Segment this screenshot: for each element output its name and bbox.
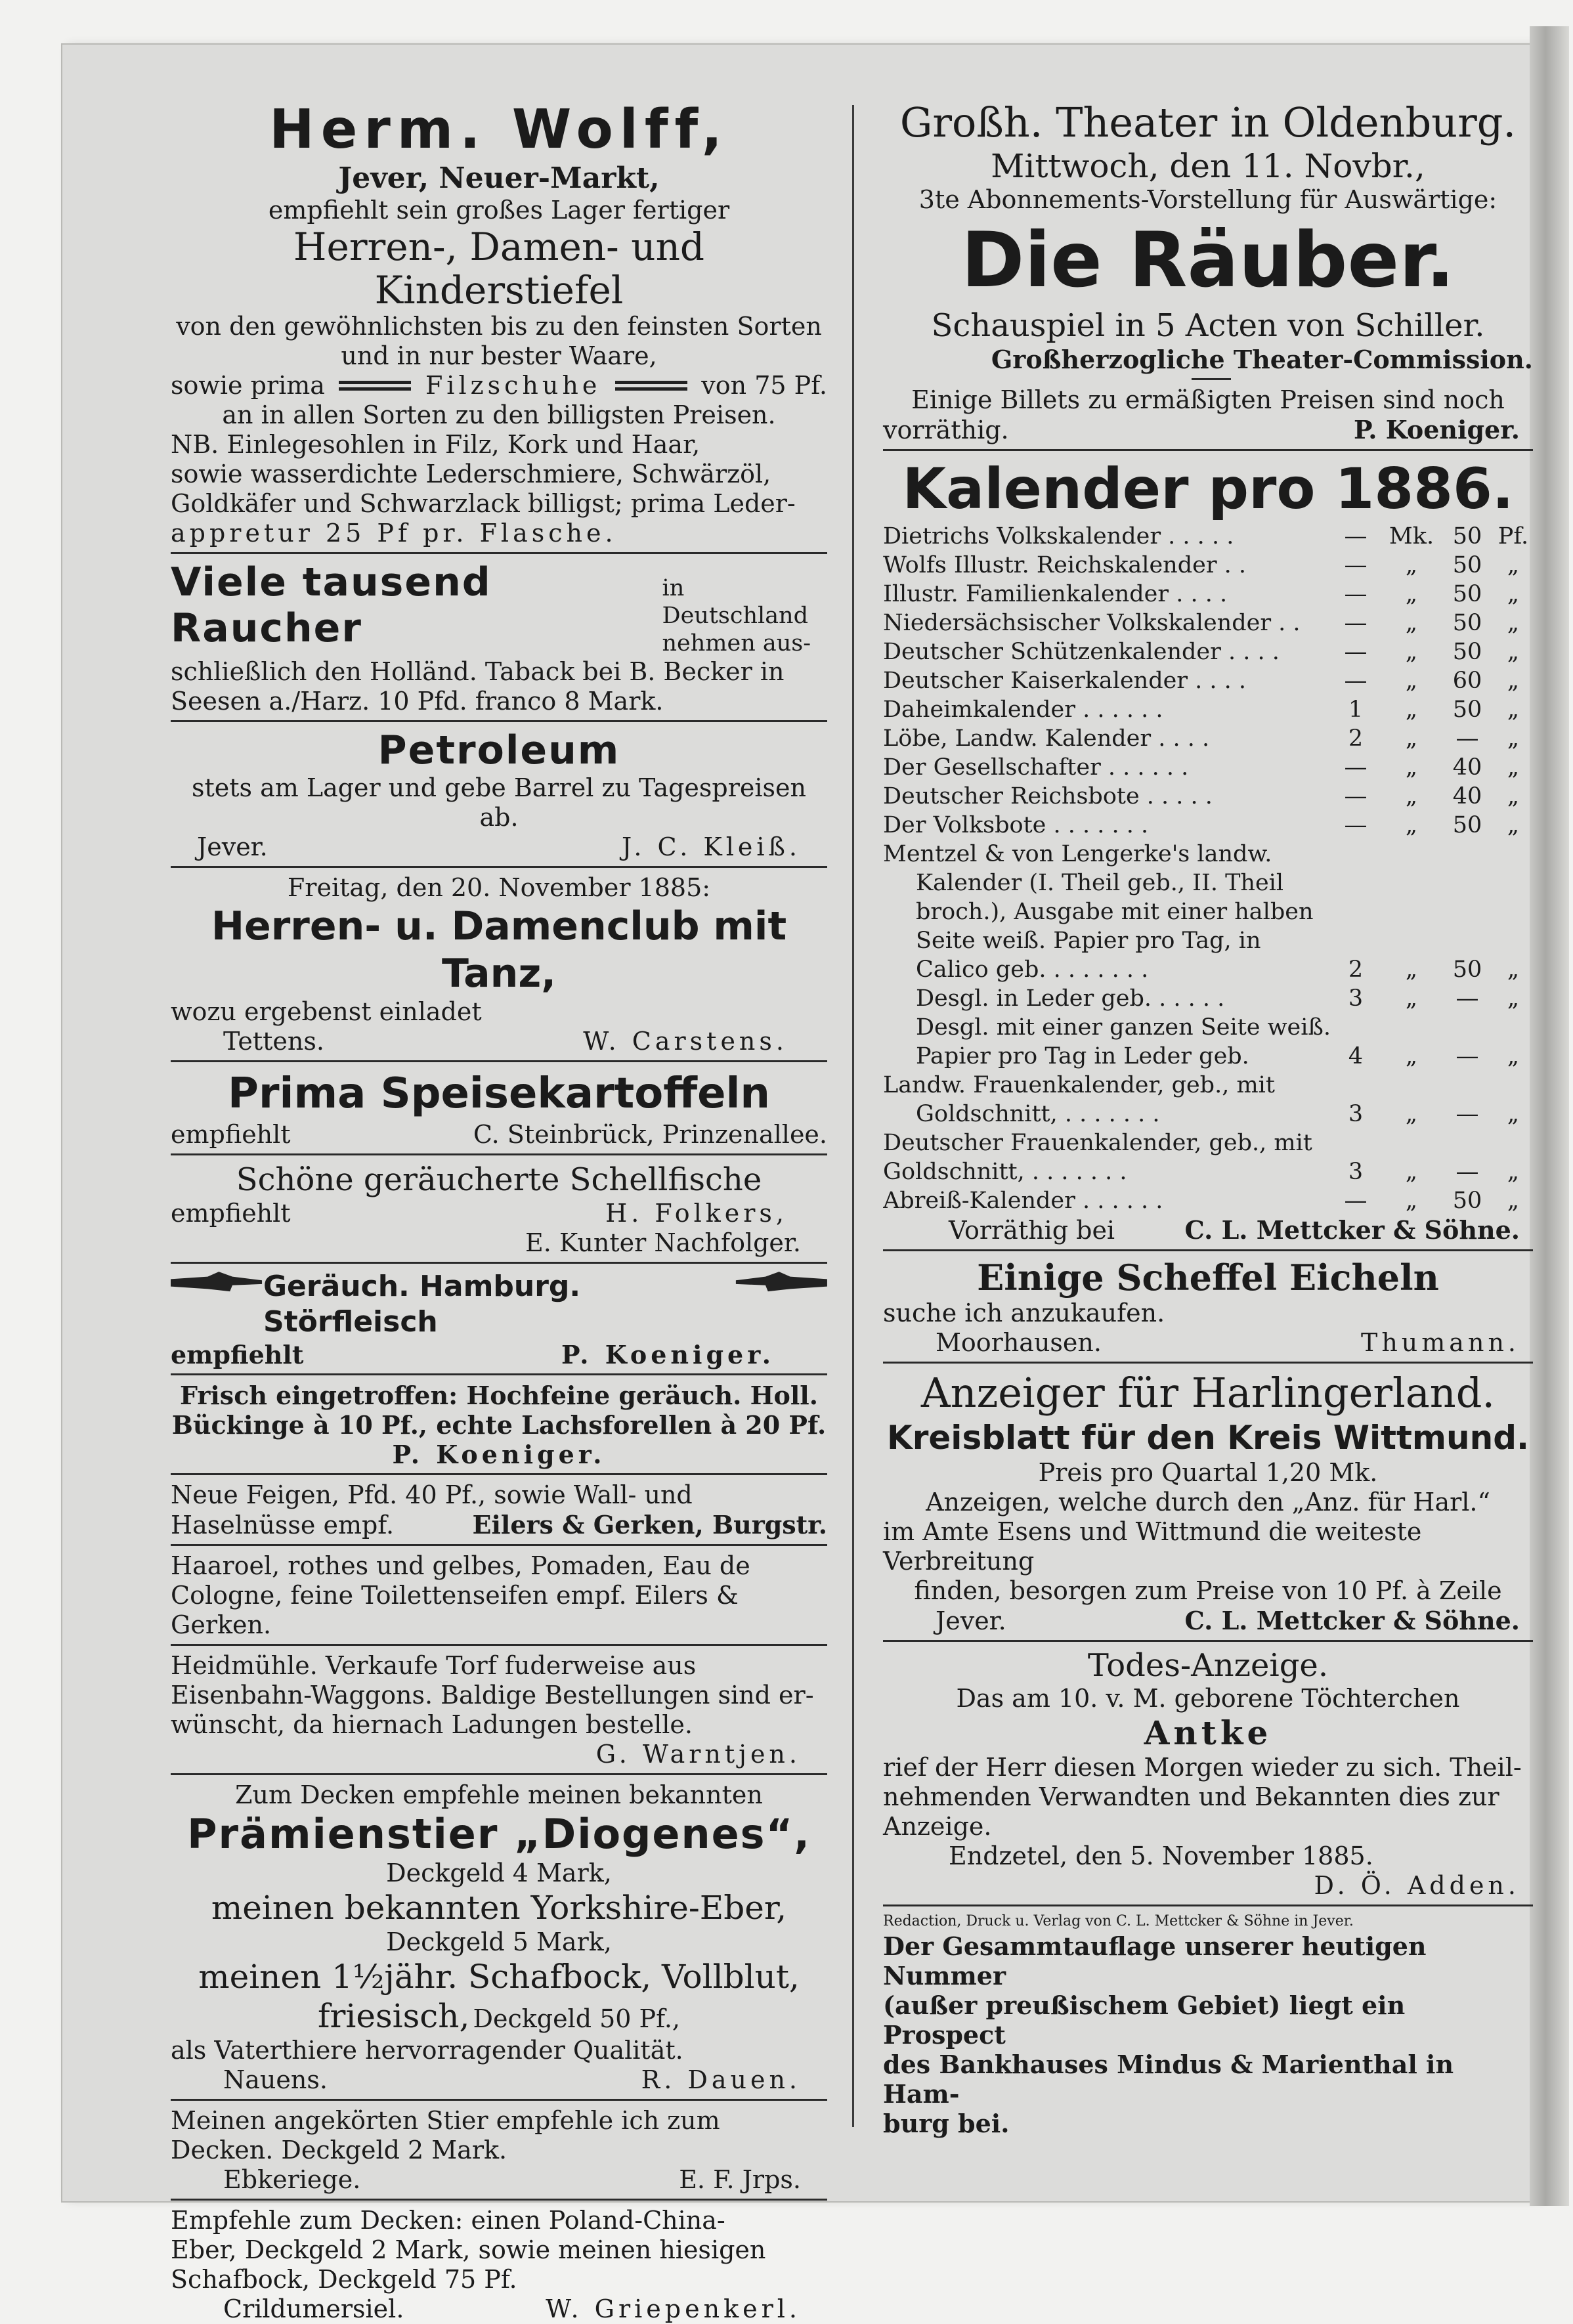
calendar-pf: — [1455,985,1479,1012]
ad-separator [883,1640,1533,1642]
calendar-pf: 50 [1452,697,1482,723]
ad-line: im Amte Esens und Wittmund die weiteste Verbreitung [883,1517,1422,1576]
calendar-unit: „ [1405,725,1418,752]
calendar-row [916,1042,1533,1071]
calendar-name: Abreiß-Kalender . . . . . . [883,1188,1163,1214]
calendar-name: Deutscher Reichsbote . . . . . [883,783,1213,809]
calendar-mk: — [1344,783,1368,809]
ad-separator [171,2099,827,2101]
ad-signature: P. Koeniger. [561,1340,775,1369]
ad-line: von den gewöhnlichsten bis zu den feinsten Sorten [176,312,822,341]
ad-place: Jever. [936,1606,1006,1635]
calendar-pf: 50 [1452,552,1482,578]
ad-line: Haaroel, rothes und gelbes, Pomaden, Eau de [171,1551,750,1580]
calendar-unit: „ [1405,812,1418,838]
calendar-row [883,753,1533,782]
ad-line: meinen 1½jähr. Schafbock, Vollblut, [198,1958,800,1996]
ad-signature: P. Koeniger. [1353,415,1520,444]
ad-haaroel [171,1551,827,1640]
column-divider [852,105,854,2127]
ad-line: schließlich den Holländ. Taback bei B. Becker in [171,657,785,686]
calendar-mk: — [1344,581,1368,607]
calendar-pf: 40 [1452,754,1482,781]
calendar-pfu: „ [1507,1159,1520,1185]
ad-feigen [171,1480,827,1540]
ad-kartoffeln [171,1067,827,1150]
ad-raucher [171,559,827,716]
calendar-row [883,1186,1533,1215]
calendar-name: Der Volksbote . . . . . . . [883,812,1149,838]
ad-separator [883,1249,1533,1251]
ad-line: stets am Lager und gebe Barrel zu Tagespreisen ab. [191,773,807,832]
ad-line: Seesen a./Harz. 10 Pfd. franco 8 Mark. [171,687,664,716]
ad-line: Deckgeld 5 Mark, [386,1927,612,1956]
calendar-row [883,637,1533,666]
ad-petroleum [171,727,827,862]
calendar-mk: — [1344,552,1368,578]
ad-date: Mittwoch, den 11. Novbr., [991,147,1425,185]
calendar-pfu: „ [1507,1101,1520,1127]
ad-signature: C. L. Mettcker & Söhne. [1184,1606,1520,1635]
calendar-pf: 50 [1452,639,1482,665]
calendar-pf: 40 [1452,783,1482,809]
footer-line: des Bankhauses Mindus & Marienthal in Ham- [883,2050,1454,2109]
ad-diogenes [171,1780,827,2095]
imprint: Redaction, Druck u. Verlag von C. L. Mettcker & Söhne in Jever. [883,1913,1354,1929]
calendar-name: Deutscher Schützenkalender . . . . [883,639,1280,665]
calendar-unit: „ [1405,1043,1418,1069]
ad-play-title: Die Räuber. [961,216,1455,305]
calendar-pf: 50 [1452,1188,1482,1214]
ad-text: Filzschuhe [425,371,601,400]
calendar-row [883,609,1533,637]
ad-text: Haselnüsse empf. [171,1511,395,1539]
calendar-row [883,580,1533,609]
ad-line: 3te Abonnements-Vorstellung für Auswärtige: [918,185,1498,214]
ad-separator [171,552,827,554]
calendar-price-list [883,1157,1533,1215]
calendar-name: Calico geb. . . . . . . . [916,957,1149,983]
ad-line: Einige Billets zu ermäßigten Preisen sind noch [911,385,1505,414]
calendar-mk: — [1344,754,1368,781]
calendar-price-list [883,522,1533,840]
calendar-pfu: „ [1507,725,1520,752]
ad-separator [171,1773,827,1775]
ad-signature: Thumann. [1360,1328,1520,1357]
calendar-pfu: „ [1507,668,1520,694]
ad-text: empfiehlt [171,1340,304,1369]
ad-club [171,873,827,1056]
ad-line: Endzetel, den 5. November 1885. [949,1841,1373,1870]
ad-line: appretur 25 Pf pr. Flasche. [171,519,617,548]
ad-signature: C. L. Mettcker & Söhne. [1184,1215,1520,1245]
ad-text: empfiehlt [171,1120,291,1149]
calendar-pfu: „ [1507,783,1520,809]
calendar-name: Löbe, Landw. Kalender . . . . [883,725,1210,752]
calendar-unit: „ [1405,668,1418,694]
calendar-pf: 50 [1452,581,1482,607]
ad-title: Kalender pro 1886. [902,456,1514,522]
ad-separator [171,1060,827,1062]
ad-line: Heidmühle. Verkaufe Torf fuderweise aus [171,1651,697,1680]
right-column [883,98,1533,2138]
calendar-unit: „ [1405,639,1418,665]
ad-separator [171,720,827,722]
calendar-row [883,724,1533,753]
calendar-row [883,695,1533,724]
calendar-price-list [883,1042,1533,1071]
calendar-row [883,1157,1533,1186]
ad-signature: W. Griepenkerl. [546,2294,801,2323]
ad-line: Kalender (I. Theil geb., II. Theil [916,870,1284,896]
ad-line: wünscht, da hiernach Ladungen bestelle. [171,1710,693,1739]
calendar-unit: „ [1405,1188,1418,1214]
ad-text: empfiehlt [171,1199,291,1228]
calendar-mk: 1 [1348,697,1364,723]
ad-kalender [883,456,1533,1245]
ad-place: Tettens. [223,1027,324,1056]
ad-price-line [171,371,827,400]
ad-separator [171,1644,827,1646]
calendar-row [883,782,1533,811]
calendar-pfu: „ [1507,552,1520,578]
ad-line: Eisenbahn-Waggons. Baldige Bestellungen sind er- [171,1681,814,1710]
calendar-row [883,522,1533,551]
calendar-mk: — [1344,668,1368,694]
ad-title: Prämienstier „Diogenes“, [187,1810,811,1858]
ad-separator [171,1473,827,1475]
ad-line: nehmenden Verwandten und Bekannten dies zur [883,1782,1499,1811]
ad-line: als Vaterthiere hervorragender Qualität. [171,2036,683,2065]
calendar-unit: „ [1405,985,1418,1012]
ad-line: Freitag, den 20. November 1885: [287,873,711,902]
ad-signature: D. Ö. Adden. [1314,1871,1520,1900]
calendar-pf: 50 [1452,523,1482,549]
ad-line: Anzeige. [883,1812,992,1841]
ad-line: Goldkäfer und Schwarzlack billigst; prima Leder- [171,489,796,518]
ad-title: Petroleum [377,727,620,773]
calendar-pf: 60 [1452,668,1482,694]
ad-separator [171,1544,827,1546]
calendar-name: Papier pro Tag in Leder geb. [916,1043,1249,1069]
page-edge [1530,26,1569,2206]
ad-separator [171,1153,827,1155]
calendar-unit: Mk. [1389,523,1434,549]
ad-signature: W. Carstens. [583,1027,788,1056]
calendar-name: Desgl. in Leder geb. . . . . . [916,985,1225,1012]
ad-place: Moorhausen. [936,1328,1102,1357]
calendar-row [883,666,1533,695]
calendar-unit: „ [1405,552,1418,578]
ad-text: vorräthig. [883,416,1009,444]
calendar-mk: — [1344,639,1368,665]
ad-line: empfiehlt sein großes Lager fertiger [268,196,730,225]
ad-place: Ebkeriege. [223,2165,361,2194]
ad-stoer [171,1269,827,1369]
calendar-pfu: „ [1507,581,1520,607]
calendar-name: Deutscher Kaiserkalender . . . . [883,668,1247,694]
calendar-mk: 2 [1348,725,1364,752]
ad-line: Eber, Deckgeld 2 Mark, sowie meinen hiesigen [171,2235,766,2264]
ad-subtitle: Kreisblatt für den Kreis Wittmund. [886,1419,1529,1457]
ad-line: sowie wasserdichte Lederschmiere, Schwärzöl, [171,460,771,488]
ad-separator [171,866,827,868]
ad-title: Schöne geräucherte Schellfische [236,1161,762,1198]
ad-signature: Eilers & Gerken, Burgstr. [472,1510,827,1539]
calendar-pfu: „ [1507,697,1520,723]
calendar-mk: 3 [1348,985,1364,1012]
ad-line: Seite weiß. Papier pro Tag, in [916,928,1261,954]
calendar-pf: — [1455,1159,1479,1185]
ad-name: Antke [1144,1713,1272,1752]
ad-line: Mentzel & von Lengerke's landw. [883,841,1272,867]
ad-line: Das am 10. v. M. geborene Töchterchen [956,1684,1460,1713]
ad-line: Decken. Deckgeld 2 Mark. [171,2136,507,2164]
calendar-price-list [883,1100,1533,1129]
calendar-pf: 50 [1452,957,1482,983]
ad-todes [883,1647,1533,1901]
footer-line: Der Gesammtauflage unserer heutigen Nummer [883,1931,1427,1990]
ad-title: Herren- u. Damenclub mit Tanz, [211,903,787,997]
double-rule-ornament [339,378,411,394]
ad-line: suche ich anzukaufen. [883,1299,1165,1327]
calendar-name: Daheimkalender . . . . . . [883,697,1163,723]
calendar-row [883,551,1533,580]
short-rule [1192,378,1231,380]
ad-signature: P. Koeniger. [392,1440,606,1469]
footer-line: (außer preußischem Gebiet) liegt ein Prospect [883,1990,1406,2050]
calendar-unit: „ [1405,1101,1418,1127]
ad-line: Schauspiel in 5 Acten von Schiller. [931,307,1485,344]
calendar-name: Dietrichs Volkskalender . . . . . [883,523,1234,549]
ad-signature: E. F. Jrps. [679,2165,801,2194]
ad-theater [883,98,1533,445]
calendar-mk: — [1344,1188,1368,1214]
ad-separator [883,1904,1533,1906]
ad-title: Großh. Theater in Oldenburg. [899,98,1517,146]
ad-line: Empfehle zum Decken: einen Poland-China- [171,2206,725,2235]
ad-anzeiger [883,1369,1533,1636]
ad-line: rief der Herr diesen Morgen wieder zu sich. Theil- [883,1753,1522,1782]
ad-place: Nauens. [223,2065,328,2094]
ad-line: meinen bekannten Yorkshire-Eber, [211,1889,787,1927]
calendar-pfu: Pf. [1498,523,1529,549]
footer-line: burg bei. [883,2109,1010,2138]
ad-place: Jever. [197,832,268,861]
calendar-name: Goldschnitt, . . . . . . . [916,1101,1160,1127]
ad-line: NB. Einlegesohlen in Filz, Kork und Haar, [171,430,700,459]
calendar-pfu: „ [1507,957,1520,983]
ad-line: Zum Decken empfehle meinen bekannten [235,1780,763,1809]
calendar-pfu: „ [1507,754,1520,781]
calendar-mk: 3 [1348,1159,1364,1185]
ad-headline: Herren-, Damen- und Kinderstiefel [293,225,705,312]
calendar-name: Goldschnitt, . . . . . . . [883,1159,1127,1185]
calendar-mk: 4 [1348,1043,1364,1069]
ad-line: Anzeigen, welche durch den „Anz. für Harl.“ [926,1488,1490,1517]
calendar-row [916,984,1533,1013]
pointing-hand-left-icon [735,1270,827,1296]
ad-separator [171,1373,827,1375]
calendar-row [883,811,1533,840]
calendar-unit: „ [1405,610,1418,636]
calendar-pfu: „ [1507,985,1520,1012]
calendar-mk: — [1344,523,1368,549]
ad-separator [171,1262,827,1264]
calendar-unit: „ [1405,581,1418,607]
calendar-unit: „ [1405,1159,1418,1185]
ad-title: Anzeiger für Harlingerland. [920,1369,1496,1417]
ad-line: Deutscher Frauenkalender, geb., mit [883,1130,1312,1156]
calendar-row [916,955,1533,984]
calendar-mk: — [1344,812,1368,838]
calendar-mk: — [1344,610,1368,636]
ad-title: Todes-Anzeige. [1087,1647,1329,1684]
left-column [171,98,827,2324]
ad-signature: G. Warntjen. [595,1740,801,1769]
calendar-unit: „ [1405,697,1418,723]
ad-eicheln [883,1257,1533,1358]
ad-separator [171,2199,827,2201]
ad-line: Frisch eingetroffen: Hochfeine geräuch. Holl. [180,1381,818,1410]
ad-text: Vorräthig bei [949,1216,1115,1245]
ad-line: Deckgeld 4 Mark, [386,1859,612,1887]
ad-signature: C. Steinbrück, Prinzenallee. [473,1120,827,1149]
ad-line: Preis pro Quartal 1,20 Mk. [1038,1458,1378,1487]
calendar-pfu: „ [1507,812,1520,838]
ad-side-text: in Deutschland nehmen aus- [662,575,811,656]
ad-text: friesisch, [317,1997,470,2035]
ad-title: Einige Scheffel Eicheln [977,1257,1439,1299]
ad-line: Schafbock, Deckgeld 75 Pf. [171,2265,517,2294]
ad-signature: E. Kunter Nachfolger. [525,1228,801,1257]
ad-line: Desgl. mit einer ganzen Seite weiß. [916,1014,1331,1041]
ad-line: wozu ergebenst einladet [171,997,482,1026]
ad-schellfische [171,1161,827,1258]
calendar-unit: „ [1405,754,1418,781]
calendar-pfu: „ [1507,639,1520,665]
calendar-pfu: „ [1507,1188,1520,1214]
ad-signature: H. Folkers, [605,1199,788,1228]
calendar-pf: 50 [1452,610,1482,636]
ad-place: Crildumersiel. [223,2294,404,2323]
ad-title: Viele tausend Raucher [171,559,492,651]
calendar-price-list [883,955,1533,1013]
ad-line: Bückinge à 10 Pf., echte Lachsforellen à 20 Pf. [171,1410,827,1440]
ad-signature: J. C. Kleiß. [622,832,801,861]
ad-line: finden, besorgen zum Preise von 10 Pf. à Zeile [914,1576,1502,1605]
ad-stier [171,2106,827,2195]
calendar-mk: 3 [1348,1101,1364,1127]
ad-eber [171,2206,827,2324]
ad-text: sowie prima [171,371,325,400]
calendar-mk: 2 [1348,957,1364,983]
calendar-pf: — [1455,1043,1479,1069]
calendar-pf: — [1455,725,1479,752]
footer-notice [883,1912,1533,2138]
calendar-pfu: „ [1507,1043,1520,1069]
ad-title: Herm. Wolff, [269,98,729,161]
ad-line: broch.), Ausgabe mit einer halben [916,899,1314,925]
ad-line: Cologne, feine Toilettenseifen empf. Eilers & Gerken. [171,1581,739,1639]
calendar-name: Wolfs Illustr. Reichskalender . . [883,552,1247,578]
calendar-pfu: „ [1507,610,1520,636]
ad-title: Prima Speisekartoffeln [228,1069,770,1118]
ad-line: Meinen angekörten Stier empfehle ich zum [171,2106,720,2135]
calendar-pf: 50 [1452,812,1482,838]
ad-line: und in nur bester Waare, [341,341,657,370]
ad-text: von 75 Pf. [701,371,827,400]
calendar-unit: „ [1405,783,1418,809]
calendar-pf: — [1455,1101,1479,1127]
ad-text: Deckgeld 50 Pf., [473,2004,680,2033]
calendar-name: Der Gesellschafter . . . . . . [883,754,1189,781]
ad-separator [883,449,1533,451]
calendar-name: Illustr. Familienkalender . . . . [883,581,1228,607]
ad-wolff [171,98,827,548]
calendar-name: Niedersächsischer Volkskalender . . [883,610,1301,636]
ad-line: Großherzogliche Theater-Commission. [991,345,1533,374]
ad-line: an in allen Sorten zu den billigsten Preisen. [222,400,776,429]
ad-title: Geräuch. Hamburg. Störfleisch [263,1270,581,1339]
calendar-row [916,1100,1533,1129]
double-rule-ornament [615,378,687,394]
ad-signature: R. Dauen. [641,2065,801,2094]
calendar-unit: „ [1405,957,1418,983]
ad-torf [171,1651,827,1769]
ad-buecking [171,1381,827,1469]
pointing-hand-right-icon [171,1270,263,1296]
ad-place: Jever, Neuer-Markt, [338,161,660,195]
ad-line: Neue Feigen, Pfd. 40 Pf., sowie Wall- und [171,1480,693,1509]
ad-separator [883,1362,1533,1364]
ad-line: Landw. Frauenkalender, geb., mit [883,1072,1275,1098]
